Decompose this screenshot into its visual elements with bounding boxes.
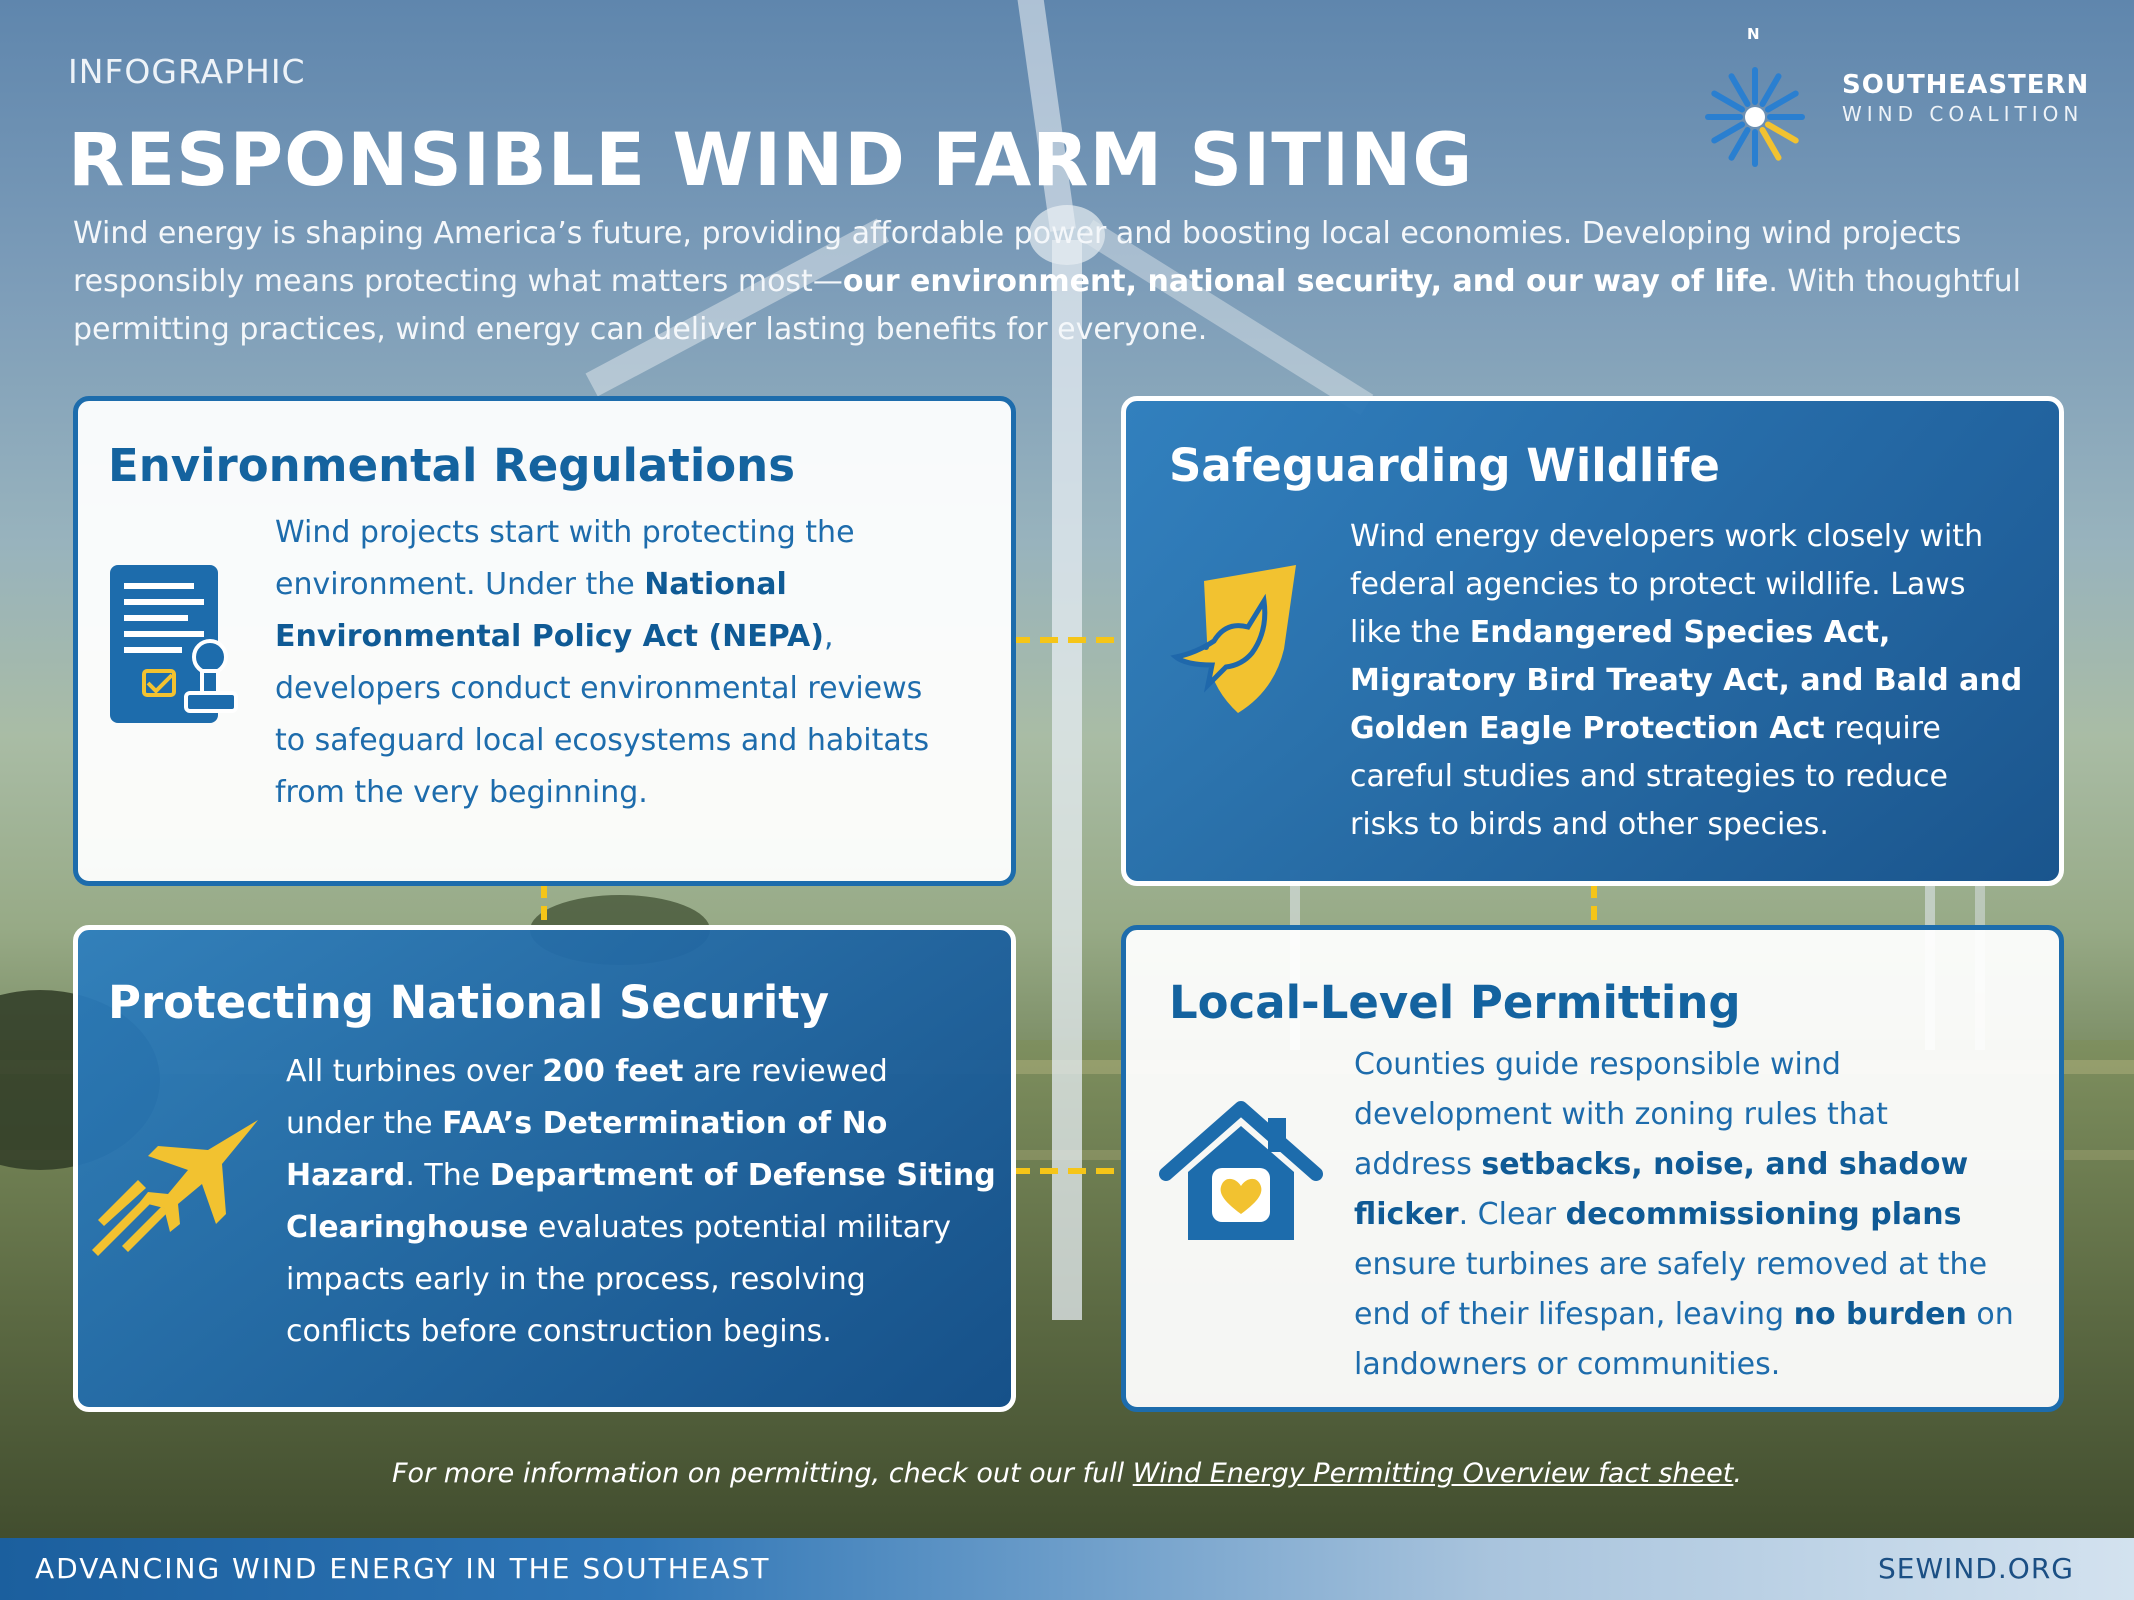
body-text: . Clear [1458,1197,1566,1232]
card-body [1350,513,2040,849]
intro-emphasis: our environment, national security, and our way of life [842,264,1769,299]
connector-top [1012,634,1124,646]
body-text: are reviewed [683,1054,888,1089]
body-line [275,767,965,819]
body-line [1354,1140,2044,1190]
body-line [286,1150,996,1202]
body-text: evaluates potential military [528,1210,952,1245]
body-emphasis: FAA’s Determination of No [442,1106,888,1141]
body-line [286,1254,996,1306]
body-text: development with zoning rules that [1354,1097,1888,1132]
body-line [1350,561,2040,609]
coalition-logo [1700,25,2100,175]
body-line [1350,657,2040,705]
body-line [286,1098,996,1150]
body-text: ensure turbines are safely removed at the [1354,1247,1988,1282]
card-title: Environmental Regulations [108,439,795,492]
body-line [286,1202,996,1254]
website-link[interactable]: SEWIND.ORG [1877,1552,2074,1585]
body-text: Wind energy developers work closely with [1350,519,1984,554]
body-line [275,611,965,663]
card-title: Safeguarding Wildlife [1169,439,1720,492]
eyebrow-label: INFOGRAPHIC [68,52,306,91]
body-text: to safeguard local ecosystems and habitats [275,723,930,758]
fact-sheet-link[interactable]: Wind Energy Permitting Overview fact sheet [1132,1458,1734,1489]
intro-text-end: . With thoughtful permitting practices, wind energy can deliver lasting benefits for everyone. [73,264,2021,347]
body-line [1354,1190,2044,1240]
card-safeguarding-wildlife [1121,396,2064,886]
sunburst-icon [1700,55,1820,175]
connector-left-vertical [538,884,550,926]
card-title: Local-Level Permitting [1169,976,1741,1029]
card-national-security [73,925,1016,1412]
footnote [0,1458,2134,1489]
footer-bar [0,1538,2134,1600]
body-line [1350,513,2040,561]
body-line [1354,1290,2044,1340]
body-emphasis: Endangered Species Act, [1469,615,1891,650]
body-line [1350,705,2040,753]
body-text: Wind projects start with protecting the [275,515,855,550]
document-stamp-icon [106,561,246,731]
body-text: on [1966,1297,2014,1332]
footer-tagline: ADVANCING WIND ENERGY IN THE SOUTHEAST [35,1552,771,1585]
body-text: All turbines over [286,1054,543,1089]
body-text: federal agencies to protect wildlife. Laws [1350,567,1966,602]
body-text: end of their lifespan, leaving [1354,1297,1794,1332]
page-title: RESPONSIBLE WIND FARM SITING [68,118,1474,203]
body-text: , [823,619,834,654]
body-line [286,1306,996,1358]
body-emphasis: decommissioning plans [1565,1197,1962,1232]
body-line [1350,753,2040,801]
body-text: require [1824,711,1941,746]
body-text: from the very beginning. [275,775,648,810]
body-text: careful studies and strategies to reduce [1350,759,1948,794]
body-text: landowners or communities. [1354,1347,1781,1382]
footnote-text: For more information on permitting, check out our full [392,1458,1133,1489]
body-text: address [1354,1147,1482,1182]
compass-letter: N [1747,25,1760,43]
body-line [275,559,965,611]
body-emphasis: setbacks, noise, and shadow [1481,1147,1969,1182]
body-emphasis: no burden [1793,1297,1967,1332]
footnote-end: . [1733,1458,1742,1489]
body-emphasis: Golden Eagle Protection Act [1350,711,1825,746]
intro-text: Wind energy is shaping America’s future, providing affordable power and boosting local economies. Developing wind projects responsibly means protecting what matters most— [73,216,1962,299]
body-text: Counties guide responsible wind [1354,1047,1841,1082]
body-text: under the [286,1106,443,1141]
body-emphasis: Environmental Policy Act (NEPA) [275,619,824,654]
body-emphasis: Hazard [286,1158,406,1193]
body-line [1354,1240,2044,1290]
body-emphasis: Clearinghouse [286,1210,529,1245]
body-emphasis: Migratory Bird Treaty Act, and Bald and [1350,663,2023,698]
logo-name-line2: WIND COALITION [1842,102,2084,126]
body-line [275,663,965,715]
card-body [275,507,965,819]
body-line [286,1046,996,1098]
connector-bottom [1012,1165,1124,1177]
body-emphasis: National [644,567,787,602]
logo-name-line1: SOUTHEASTERN [1842,70,2090,100]
body-line [1350,801,2040,849]
intro-paragraph [73,210,2033,354]
body-emphasis: flicker [1354,1197,1459,1232]
body-line [1350,609,2040,657]
fighter-jet-icon [88,1110,268,1260]
card-title: Protecting National Security [108,976,830,1029]
body-emphasis: 200 feet [542,1054,684,1089]
body-text: developers conduct environmental reviews [275,671,923,706]
body-text: conflicts before construction begins. [286,1314,832,1349]
body-text: environment. Under the [275,567,645,602]
body-line [275,507,965,559]
body-text: impacts early in the process, resolving [286,1262,866,1297]
body-text: like the [1350,615,1470,650]
bird-shield-icon [1156,561,1316,721]
card-local-permitting [1121,925,2064,1412]
body-line [1354,1040,2044,1090]
body-emphasis: Department of Defense Siting [489,1158,996,1193]
body-line [275,715,965,767]
card-environmental-regulations [73,396,1016,886]
house-heart-icon [1156,1100,1326,1250]
body-line [1354,1340,2044,1390]
connector-right-vertical [1588,884,1600,926]
card-body [1354,1040,2044,1390]
body-text: . The [405,1158,490,1193]
card-body [286,1046,996,1358]
body-line [1354,1090,2044,1140]
body-text: risks to birds and other species. [1350,807,1829,842]
